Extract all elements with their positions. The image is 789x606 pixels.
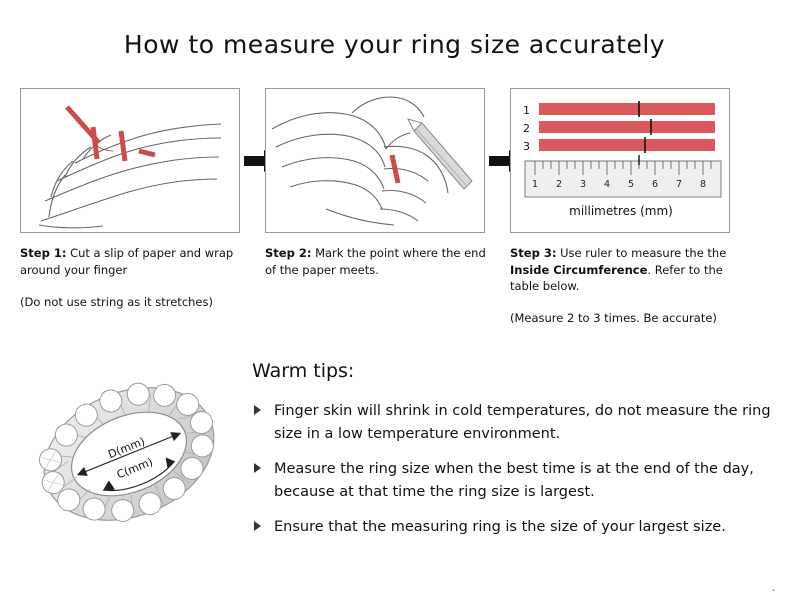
hand-marking-paper-illustration <box>266 89 485 233</box>
ring-diagram-illustration <box>22 352 237 557</box>
ring-diameter-label: D(mm) <box>106 434 147 462</box>
strip-label-1: 1 <box>523 104 530 117</box>
step-1-caption <box>20 245 242 278</box>
step-3-caption-text-part1: Use ruler to measure the the <box>560 246 727 260</box>
step-2-illustration-frame <box>265 88 485 233</box>
ruler-tick-2: 2 <box>555 179 563 190</box>
steps-row <box>20 88 772 338</box>
ruler-tick-8: 8 <box>699 179 707 190</box>
step-2-label: Step 2: <box>265 246 312 260</box>
step-3 <box>510 88 732 325</box>
tip-item-2 <box>252 458 772 505</box>
ruler-tick-4: 4 <box>603 179 611 190</box>
paper-strips <box>539 101 715 153</box>
ruler-tick-7: 7 <box>675 179 683 190</box>
warm-tips-section <box>252 360 772 550</box>
step-2-caption <box>265 245 487 278</box>
strip-label-3: 3 <box>523 140 530 153</box>
page-title: How to measure your ring size accurately <box>123 30 666 59</box>
tip-item-2-text: Measure the ring size when the best time is at the end of the day, because at that time the ring size is largest. <box>274 460 754 501</box>
step-1 <box>20 88 242 309</box>
bullet-triangle-icon <box>254 463 261 473</box>
step-3-caption <box>510 245 732 295</box>
warm-tips-heading: Warm tips: <box>252 360 355 382</box>
ruler-tick-1: 1 <box>531 179 539 190</box>
step-2-caption-text: Mark the point where the end of the paper meets. <box>265 246 486 277</box>
step-1-caption-text: Cut a slip of paper and wrap around your finger <box>20 246 234 277</box>
strip-label-2: 2 <box>523 122 530 135</box>
bullet-triangle-icon <box>254 521 261 531</box>
step-1-note: (Do not use string as it stretches) <box>20 295 213 310</box>
step-3-note: (Measure 2 to 3 times. Be accurate) <box>510 311 717 326</box>
ruler-tick-3: 3 <box>579 179 587 190</box>
step-1-illustration-frame <box>20 88 240 233</box>
ruler-tick-6: 6 <box>651 179 659 190</box>
hand-with-paper-strip-illustration <box>21 89 240 233</box>
tip-item-1-text: Finger skin will shrink in cold temperatures, do not measure the ring size in a low temperature environment. <box>274 403 771 443</box>
tip-item-3 <box>252 516 772 539</box>
step-3-caption-emphasis: Inside Circumference <box>510 262 648 277</box>
step-3-caption-text-part2: . Refer to the table below. <box>510 262 723 294</box>
ruler-unit-caption: millimetres (mm) <box>569 204 673 218</box>
step-3-label: Step 3: <box>510 246 557 260</box>
tip-item-3-text: Ensure that the measuring ring is the size of your largest size. <box>274 518 726 535</box>
ring-circumference-label: C(mm) <box>114 455 155 482</box>
corner-mark: . <box>771 581 775 594</box>
bullet-triangle-icon <box>254 405 261 415</box>
ruler-tick-5: 5 <box>627 179 635 190</box>
pen-icon <box>408 119 472 189</box>
ruler-measuring-strips-illustration <box>511 89 730 233</box>
step-1-label: Step 1: <box>20 246 67 260</box>
tip-item-1 <box>252 400 772 447</box>
step-2 <box>265 88 487 278</box>
ruler <box>525 155 721 197</box>
step-3-illustration-frame <box>510 88 730 233</box>
